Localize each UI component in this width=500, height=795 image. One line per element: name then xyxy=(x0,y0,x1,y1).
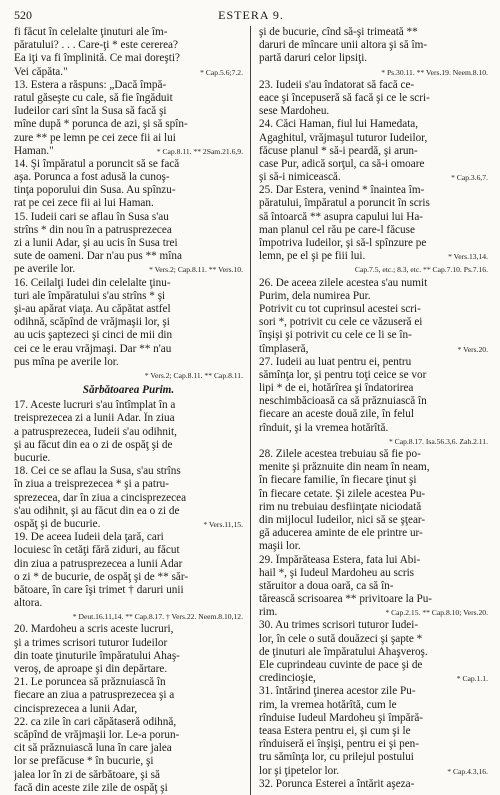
verse-text: ospăţ şi de bucurie. xyxy=(14,517,101,530)
cross-reference: Cap.7.5, etc.; 8.3, etc. ** Cap.7.10. Ps.7.16. xyxy=(354,265,488,275)
verse-text: lor se prefăcuse * în bucurie, şi xyxy=(14,755,154,768)
text-line xyxy=(259,580,488,593)
verse-text: sori *, potrivit cu cele ce văzuseră ei xyxy=(259,316,423,329)
text-line xyxy=(14,132,243,145)
text-line xyxy=(14,426,243,439)
verse-text: sămînţa lor, şi pentru toţi ceice se vor xyxy=(259,368,427,381)
verse-text: a patrusprezecea, Iudeii s'au odihnit, xyxy=(14,425,177,438)
verse-text: Potrivit cu tot cuprinsul acestei scri- xyxy=(259,302,421,315)
verse-text: sute de oameni. Dar n'au pus ** mîna xyxy=(14,250,182,263)
cross-reference: * Cap.8.11. ** 2Sam.21.6,9. xyxy=(156,146,243,156)
text-line xyxy=(259,488,488,501)
text-line xyxy=(14,329,243,342)
text-line xyxy=(14,412,243,425)
section-heading: Sărbătoarea Purim. xyxy=(82,384,175,397)
verse-text: gă aducerea aminte de ele printre ur- xyxy=(259,527,423,540)
cross-reference: * Vers.2; Cap.8.11. ** Cap.8.11. xyxy=(144,370,243,380)
text-line xyxy=(259,725,488,738)
text-line xyxy=(259,197,488,210)
verse-text: neschimbăcioasă ca să prăznuiască în xyxy=(259,395,427,408)
verse-text: sprezecea, dar în ziua a cincisprezecea xyxy=(14,491,187,504)
verse-text: să întoarcă ** asupra capului lui Ha- xyxy=(259,210,424,223)
verse-text: o zi * de bucurie, de ospăţ şi de ** săr- xyxy=(14,570,189,583)
text-line xyxy=(259,105,488,118)
verse-text: 25. Dar Estera, venind * înaintea îm- xyxy=(259,184,425,197)
verse-text: case Pur, adică sorţul, ca să-i omoare xyxy=(259,157,425,170)
verse-text: daruri de mîncare unii altora şi să îm- xyxy=(259,39,428,52)
verse-text: odihnă, scăpînd de vrăjmaşii lor, şi xyxy=(14,316,170,329)
text-line xyxy=(14,79,243,92)
text-line xyxy=(259,619,488,632)
verse-text: Ea iţi va fi împlinită. Ce mai doreşti? xyxy=(14,52,180,65)
verse-text: 17. Aceste lucruri s'au întîmplat în a xyxy=(14,399,176,412)
text-line xyxy=(259,633,488,646)
text-line xyxy=(259,422,488,435)
text-line xyxy=(259,751,488,764)
text-line xyxy=(14,439,243,452)
verse-text: mîne după * porunca de azi, şi să spîn- xyxy=(14,118,188,131)
verse-text: Purim, dela numirea Pur. xyxy=(259,289,371,302)
text-line xyxy=(14,531,243,544)
text-line xyxy=(259,343,488,356)
verse-text: pe averile lor. xyxy=(14,263,76,276)
verse-text: tru sămînţa lor, cu prilejul postului xyxy=(259,751,414,764)
verse-text: Iudeilor cari sînt la Susa să facă şi xyxy=(14,105,167,118)
verse-text: lor şi ţipetelor lor. xyxy=(259,764,340,777)
text-line xyxy=(259,290,488,303)
text-line xyxy=(14,465,243,478)
text-line xyxy=(259,224,488,237)
verse-text: teasa Estera pentru ei, şi cum şi le xyxy=(259,724,411,737)
verse-text: Vei căpăta." xyxy=(14,65,68,78)
text-line xyxy=(14,224,243,237)
text-line xyxy=(259,382,488,395)
text-line xyxy=(259,369,488,382)
verse-text: pus mîna pe averile lor. xyxy=(14,355,119,368)
verse-text: cincisprezecea a lunii Adar, xyxy=(14,702,138,715)
verse-text: 18. Cei ce se aflau la Susa, s'au strîns xyxy=(14,465,181,478)
text-line xyxy=(14,610,243,623)
verse-text: bătoare, în care îşi trimet † daruri unii xyxy=(14,583,184,596)
verse-text: rim. xyxy=(259,606,278,619)
text-line xyxy=(14,369,243,382)
verse-text: 29. Împărăteasa Estera, fata lui Abi- xyxy=(259,553,421,566)
text-line xyxy=(14,145,243,158)
text-line xyxy=(14,558,243,571)
text-line xyxy=(259,26,488,39)
text-line xyxy=(259,554,488,567)
verse-text: scăpînd de vrăjmaşii lor. Le-a porun- xyxy=(14,728,180,741)
verse-text: 16. Ceilalţi Iudei din celelalte ţinu- xyxy=(14,276,171,289)
verse-text: facă din aceste zile zile de ospăţ şi xyxy=(14,781,168,794)
verse-text: Agaghitul, vrăjmaşul tuturor Iudeilor, xyxy=(259,131,428,144)
verse-text: lemn, pe el şi pe fiii lui. xyxy=(259,250,366,263)
text-line xyxy=(259,39,488,52)
text-line xyxy=(14,650,243,663)
verse-text: fiecare an ziua a patrusprezecea şi a xyxy=(14,689,175,702)
text-line xyxy=(14,742,243,755)
verse-text: credincioşie, xyxy=(259,672,316,685)
verse-text: 24. Căci Haman, fiul lui Hamedata, xyxy=(259,118,419,131)
cross-reference: * Vers.11,15. xyxy=(203,519,243,529)
verse-text: făcuse planul * să-i peardă, şi arun- xyxy=(259,144,418,157)
verse-text: rim nu trebuiau desfiinţate niciodată xyxy=(259,500,422,513)
text-line xyxy=(14,703,243,716)
cross-reference: * Vers.20. xyxy=(457,344,488,354)
text-line xyxy=(14,478,243,491)
verse-text: rînduiseră ei înşişi, pentru ei şi pen- xyxy=(259,738,420,751)
text-columns xyxy=(14,26,488,795)
text-line xyxy=(259,685,488,698)
text-line xyxy=(14,303,243,316)
text-line xyxy=(14,518,243,531)
text-line xyxy=(259,118,488,131)
verse-text: bucurie. xyxy=(14,452,51,464)
verse-text: tinţa poporului din Susa. Au spînzu- xyxy=(14,184,176,197)
left-column xyxy=(14,26,251,795)
verse-text: tărească scrisoarea ** privitoare la Pu- xyxy=(259,593,433,606)
text-line xyxy=(14,263,243,276)
text-line xyxy=(14,52,243,65)
cross-reference: * Cap.8.17. Isa.56.3,6. Zah.2.11. xyxy=(388,436,488,446)
verse-text: în fiecare familie, în fiecare ţinut şi xyxy=(259,474,417,487)
verse-text: lipi * de ei, hotărîrea şi îndatorirea xyxy=(259,382,414,395)
verse-text: 23. Iudeii s'au îndatorat să facă ce- xyxy=(259,78,415,91)
verse-text: 21. Le poruncea să prăznuiască în xyxy=(14,676,166,689)
verse-text: zi a lunii Adar, şi au ucis în Susa trei xyxy=(14,237,178,249)
text-line xyxy=(14,343,243,356)
cross-reference: * Cap.2.15. ** Cap.8.10; Vers.20. xyxy=(385,608,488,618)
text-line xyxy=(14,171,243,184)
text-line xyxy=(14,769,243,782)
text-line xyxy=(259,158,488,171)
text-line xyxy=(14,452,243,465)
text-line xyxy=(259,92,488,105)
text-line xyxy=(14,26,243,39)
text-line xyxy=(259,593,488,606)
text-line xyxy=(14,211,243,224)
text-line xyxy=(259,250,488,263)
verse-text: altora. xyxy=(14,597,43,610)
text-line xyxy=(14,676,243,689)
verse-text: rim, la vremea hotărîtă, cum le xyxy=(259,698,397,711)
text-line xyxy=(14,637,243,650)
verse-text: şi-au apărat viaţa. Au căpătat astfel xyxy=(14,302,171,315)
text-line xyxy=(14,197,243,210)
text-line xyxy=(14,118,243,131)
verse-text: păratului? . . . Care-ţi * este cererea? xyxy=(14,39,178,52)
text-line xyxy=(259,395,488,408)
verse-text: cei ce le erau vrăjmaşi. Dar ** n'au xyxy=(14,342,172,355)
text-line xyxy=(14,663,243,676)
verse-text: aşa. Porunca a fost adusă la cunoş- xyxy=(14,171,170,184)
text-line xyxy=(259,606,488,619)
text-line xyxy=(259,646,488,659)
text-line xyxy=(259,567,488,580)
verse-text: 19. De aceea Iudeii dela ţară, cari xyxy=(14,531,164,544)
text-line xyxy=(14,755,243,768)
verse-text: din mijlocul Iudeilor, nici să se şţear- xyxy=(259,513,426,526)
text-line xyxy=(259,474,488,487)
text-line xyxy=(14,689,243,702)
verse-text: cit să prăznuiască luna în care jalea xyxy=(14,742,172,755)
text-line xyxy=(259,408,488,421)
text-line xyxy=(259,52,488,65)
verse-text: păratului, împăratul a poruncit în scris xyxy=(259,197,430,210)
verse-text: şi a trimes scrisori tuturor Iudeilor xyxy=(14,636,168,649)
verse-text: Haman." xyxy=(14,144,54,157)
text-line xyxy=(259,514,488,527)
cross-reference: * Cap.5.6;7.2. xyxy=(200,67,243,77)
text-line xyxy=(14,105,243,118)
page-number: 520 xyxy=(14,8,32,22)
text-line xyxy=(14,39,243,52)
text-line xyxy=(259,184,488,197)
text-line xyxy=(259,66,488,79)
verse-text: în ziua a treisprezecea * şi a patru- xyxy=(14,478,169,491)
verse-text: rînduise Iudeul Mardoheu şi împără- xyxy=(259,711,424,724)
text-line xyxy=(259,132,488,145)
cross-reference: * Cap.4.3,16. xyxy=(447,766,488,776)
text-line xyxy=(14,158,243,171)
verse-text: 26. De aceea zilele acestea s'au numit xyxy=(259,276,428,289)
cross-reference: * Deut.16.11,14. ** Cap.8.17. † Vers.22. Neem.8.10,12. xyxy=(72,612,243,622)
verse-text: Ele cuprindeau cuvinte de pace şi de xyxy=(259,659,423,671)
text-line xyxy=(259,171,488,184)
verse-text: stăruitor a doua oară, ca să în- xyxy=(259,579,394,592)
text-line xyxy=(259,738,488,751)
verse-text: de ţinuturi ale împăratului Ahaşveroş. xyxy=(259,645,428,658)
text-line xyxy=(259,356,488,369)
text-line xyxy=(259,263,488,276)
text-line xyxy=(14,277,243,290)
verse-text: 15. Iudeii cari se aflau în Susa s'au xyxy=(14,210,169,223)
verse-text: 28. Zilele acestea trebuiau să fie po- xyxy=(259,448,421,460)
verse-text: zure ** pe lemn pe cei zece fii ai lui xyxy=(14,131,176,144)
text-line xyxy=(259,435,488,448)
verse-text: tîmplaseră, xyxy=(259,342,309,355)
verse-text: 22. ca zile în cari căpătaseră odihnă, xyxy=(14,715,177,728)
text-line xyxy=(14,250,243,263)
verse-text: fi făcut în celelalte ţinuturi ale îm- xyxy=(14,26,168,38)
right-column xyxy=(251,26,488,795)
text-line xyxy=(259,778,488,791)
verse-text: 30. Au trimes scrisori tuturor Iudei- xyxy=(259,619,419,632)
verse-text: înşişi şi potrivit cu cele ce li se în- xyxy=(259,329,412,342)
verse-text: au ucis şaptezeci şi cinci de mii din xyxy=(14,329,173,342)
text-line xyxy=(259,712,488,725)
verse-text: lor, în cele o sută douăzeci şi şapte * xyxy=(259,632,423,645)
text-line xyxy=(259,277,488,290)
text-line xyxy=(14,623,243,636)
text-line xyxy=(14,356,243,369)
text-line xyxy=(259,765,488,778)
verse-text: rat pe cei zece fii ai lui Haman. xyxy=(14,197,154,210)
text-line xyxy=(259,659,488,672)
verse-text: 14. Şi împăratul a poruncit să se facă xyxy=(14,157,180,170)
text-line xyxy=(14,66,243,79)
verse-text: maşii lor. xyxy=(259,540,301,553)
text-line xyxy=(259,461,488,474)
verse-text: 27. Iudeii au luat pentru ei, pentru xyxy=(259,355,412,368)
text-line xyxy=(259,540,488,553)
verse-text: menite şi prăznuite din neam în neam, xyxy=(259,461,430,474)
text-line xyxy=(259,237,488,250)
verse-text: strîns * din nou în a patrusprezecea xyxy=(14,223,172,236)
cross-reference: * Vers.13,14. xyxy=(448,252,488,262)
verse-text: man planul cel rău pe care-l făcuse xyxy=(259,223,415,236)
verse-text: locuiesc în cetăţi fără ziduri, au făcut xyxy=(14,544,180,557)
page-header xyxy=(14,8,488,24)
text-line xyxy=(14,492,243,505)
verse-text: hail *, şi Iudeul Mardoheu au scris xyxy=(259,566,415,579)
text-line xyxy=(14,290,243,303)
text-line xyxy=(259,303,488,316)
text-line xyxy=(14,92,243,105)
verse-text: fiecare an aceste două zile, în felul xyxy=(259,408,414,421)
verse-text: partă daruri celor lipsiţi. xyxy=(259,52,368,65)
verse-text: 20. Mardoheu a scris aceste lucruri, xyxy=(14,623,174,636)
text-line xyxy=(14,505,243,518)
text-line xyxy=(259,527,488,540)
text-line xyxy=(259,448,488,461)
text-line xyxy=(259,329,488,342)
text-line xyxy=(259,672,488,685)
text-line xyxy=(14,716,243,729)
verse-text: rînduit, şi la vremea hotărîtă. xyxy=(259,421,389,434)
cross-reference: * Cap.3.6,7. xyxy=(451,173,488,183)
text-line xyxy=(14,316,243,329)
text-line xyxy=(14,782,243,795)
text-line xyxy=(14,184,243,197)
text-line xyxy=(259,501,488,514)
text-line xyxy=(14,597,243,610)
verse-text: din ziua a patrusprezecea a lunii Adar xyxy=(14,557,183,570)
cross-reference: * Vers.2; Cap.8.11. ** Vers.10. xyxy=(149,265,243,275)
text-line xyxy=(14,584,243,597)
text-line xyxy=(14,237,243,250)
text-line xyxy=(259,316,488,329)
verse-text: 13. Estera a răspuns: „Dacă împă- xyxy=(14,78,167,91)
verse-text: eace şi începuseră să facă şi ce le scri- xyxy=(259,91,430,104)
verse-text: şi au făcut din ea o zi de ospăţ şi de xyxy=(14,438,173,451)
text-line xyxy=(14,399,243,412)
text-line xyxy=(259,211,488,224)
text-line xyxy=(14,571,243,584)
text-line xyxy=(259,79,488,92)
text-line xyxy=(14,544,243,557)
verse-text: ratul găseşte cu cale, să fie îngăduit xyxy=(14,91,173,104)
verse-text: împotriva Iudeilor, şi să-l spînzure pe xyxy=(259,237,427,249)
verse-text: din toate ţinuturile împăratului Ahaş- xyxy=(14,649,180,662)
verse-text: şi de bucurie, cînd să-şi trimeată ** xyxy=(259,26,418,38)
text-line xyxy=(14,729,243,742)
text-line xyxy=(259,145,488,158)
verse-text: şi să-i nimicească. xyxy=(259,171,341,184)
verse-text: sese Mardoheu. xyxy=(259,105,330,118)
cross-reference: * Cap.1.1. xyxy=(456,674,488,684)
verse-text: s'au odihnit, şi au făcut din ea o zi de xyxy=(14,504,180,517)
verse-text: în fiecare cetate. Şi zilele acestea Pu- xyxy=(259,487,426,500)
verse-text: 31. întărind ţinerea acestor zile Pu- xyxy=(259,685,416,698)
verse-text: jalea lor în zi de sărbătoare, şi să xyxy=(14,768,160,781)
text-line xyxy=(259,699,488,712)
verse-text: 32. Porunca Esterei a întărit aşeza- xyxy=(259,777,415,790)
cross-reference: * Ps.30.11. ** Vers.19. Neem.8.10. xyxy=(381,67,488,77)
verse-text: veroş, de aproape şi din depărtare. xyxy=(14,663,168,675)
verse-text: treisprezecea zi a lunii Adar. În ziua xyxy=(14,412,175,425)
verse-text: turi ale împăratului s'au strîns * şi xyxy=(14,289,166,302)
running-title: ESTERA 9. xyxy=(218,8,284,22)
